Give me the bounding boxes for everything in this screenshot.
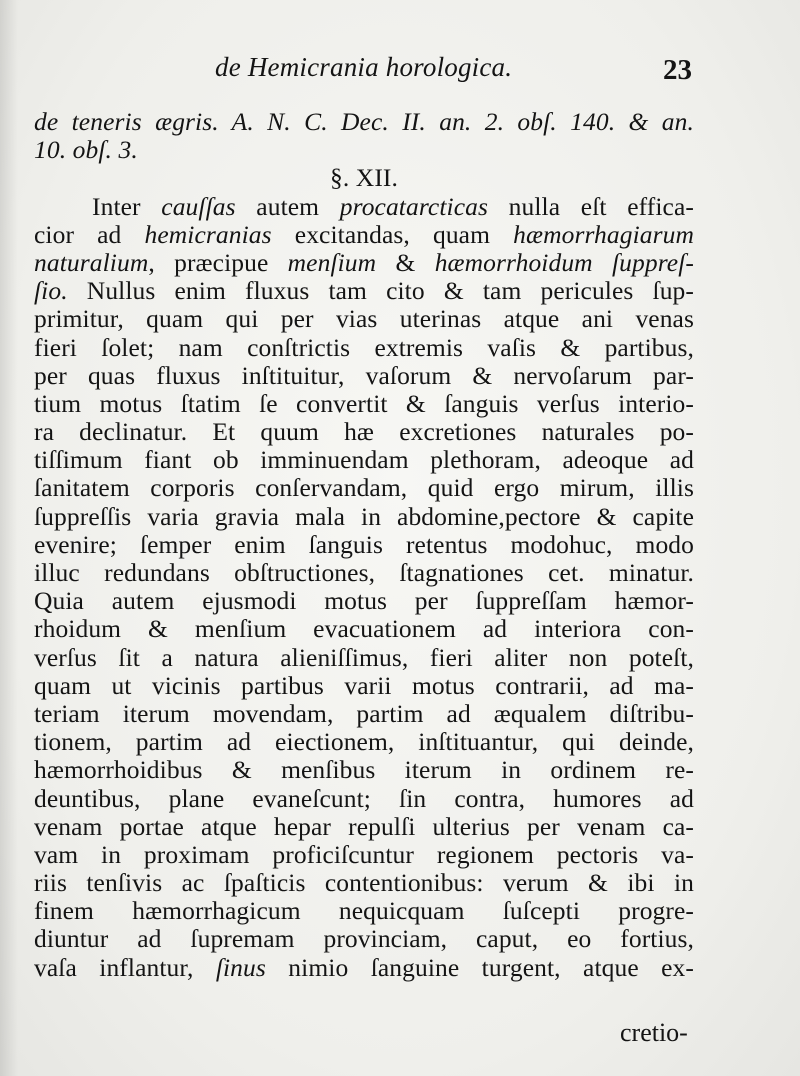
running-head (0, 52, 800, 88)
text-line (34, 897, 694, 925)
text-run: diuntur ad ſupremam provinciam, caput, eo fortius, (34, 925, 694, 954)
text-run: fieri ſolet; nam conſtrictis extremis vaſis & partibus, (34, 333, 694, 362)
text-line (34, 503, 694, 531)
text-line (34, 277, 694, 305)
italic-run: hæmorrhoidum ſuppreſ- (434, 248, 694, 277)
text-run: riis tenſivis ac ſpaſticis contentionibus: verum & ibi in (34, 869, 694, 898)
italic-run: de teneris ægris. A. N. C. Dec. II. an. 2. obſ. 140. & an. (34, 108, 694, 136)
text-line (34, 334, 694, 362)
italic-run: cauſſas (161, 192, 236, 221)
text-line (34, 587, 694, 615)
text-run: ra declinatur. Et quum hæ excretiones naturales po- (34, 418, 694, 447)
text-run: vaſa inflantur, (34, 953, 216, 982)
text-run: verſus ſit a natura alieniſſimus, fieri aliter non poteſt, (34, 643, 694, 672)
text-line (34, 362, 694, 390)
text-line (34, 193, 694, 221)
text-line (34, 925, 694, 953)
text-run: hæmorrhoidibus & menſibus iterum in ordinem re- (34, 756, 694, 785)
body-text (34, 108, 694, 982)
text-line (34, 474, 694, 502)
text-line (34, 841, 694, 869)
text-run: tionem, partim ad eiectionem, inſtituantur, qui deinde, (34, 728, 694, 757)
text-run: venam portae atque hepar repulſi ulterius per venam ca- (34, 812, 694, 841)
text-run: autem (235, 192, 340, 221)
text-run: Inter (92, 192, 162, 221)
text-line (34, 672, 694, 700)
text-run: excitandas, quam (271, 220, 514, 249)
text-run: nulla eſt effica- (488, 192, 694, 221)
text-line (34, 418, 694, 446)
text-run: , præcipue (148, 248, 288, 277)
text-line (34, 446, 694, 474)
text-run: evenire; ſemper enim ſanguis retentus modohuc, modo (34, 530, 694, 559)
text-run: tium motus ſtatim ſe convertit & ſanguis verſus interio- (34, 389, 694, 418)
text-run: teriam iterum movendam, partim ad æqualem diſtribu- (34, 699, 694, 728)
text-run: primitur, quam qui per vias uterinas atque ani venas (34, 305, 694, 334)
text-line (34, 136, 694, 164)
text-run: illuc redundans obſtructiones, ſtagnationes cet. minatur. (34, 559, 694, 587)
text-run: ſanitatem corporis conſervandam, quid ergo mirum, illis (34, 474, 694, 503)
text-line (34, 305, 694, 333)
text-run: & (376, 248, 435, 277)
text-line (34, 756, 694, 784)
italic-run: hæmorrhagiarum (513, 220, 694, 249)
italic-run: 10. obſ. 3. (34, 135, 138, 165)
text-run: quam ut vicinis partibus varii motus contrarii, ad ma- (34, 671, 694, 700)
italic-run: hemicranias (144, 220, 272, 249)
text-line (34, 390, 694, 418)
italic-run: menſium (287, 248, 377, 277)
text-run: Nullus enim fluxus tam cito & tam pericules ſup- (67, 277, 694, 306)
text-line (34, 785, 694, 813)
section-heading (34, 164, 694, 192)
text-line (34, 728, 694, 756)
text-line (34, 813, 694, 841)
text-line (34, 559, 694, 587)
text-run: nimio ſanguine turgent, atque ex- (265, 953, 694, 982)
text-line (34, 954, 694, 982)
text-line (34, 644, 694, 672)
text-line (34, 615, 694, 643)
text-run: deuntibus, plane evaneſcunt; ſin contra, humores ad (34, 784, 694, 813)
text-run: cior ad (34, 220, 145, 249)
text-line (34, 700, 694, 728)
text-run: §. XII. (330, 163, 398, 193)
text-run: rhoidum & menſium evacuationem ad interiora con- (34, 615, 694, 644)
text-line (34, 249, 694, 277)
page-number: 23 (663, 54, 692, 86)
italic-run: ſinus (215, 953, 266, 982)
text-run: ſuppreſſis varia gravia mala in abdomine,pectore & capite (34, 502, 694, 531)
text-run: Quia autem ejusmodi motus per ſuppreſſam hæmor- (34, 587, 694, 616)
text-run: finem hæmorrhagicum nequicquam ſuſcepti progre- (34, 897, 694, 926)
italic-run: ſio. (34, 277, 68, 306)
italic-run: naturalium (34, 248, 149, 277)
catchword: cretio- (620, 1018, 688, 1047)
text-line (34, 869, 694, 897)
running-head-title: de Hemicrania horologica. (215, 52, 513, 82)
italic-run: procatarcticas (339, 192, 489, 221)
text-line (34, 221, 694, 249)
text-line (34, 108, 694, 136)
text-run: per quas fluxus inſtituitur, vaſorum & nervoſarum par- (34, 361, 694, 390)
text-line (34, 531, 694, 559)
text-run: vam in proximam proficiſcuntur regionem pectoris va- (34, 840, 694, 869)
page-edge-shadow (0, 0, 18, 1076)
text-run: tiſſimum fiant ob imminuendam plethoram, adeoque ad (34, 446, 694, 475)
